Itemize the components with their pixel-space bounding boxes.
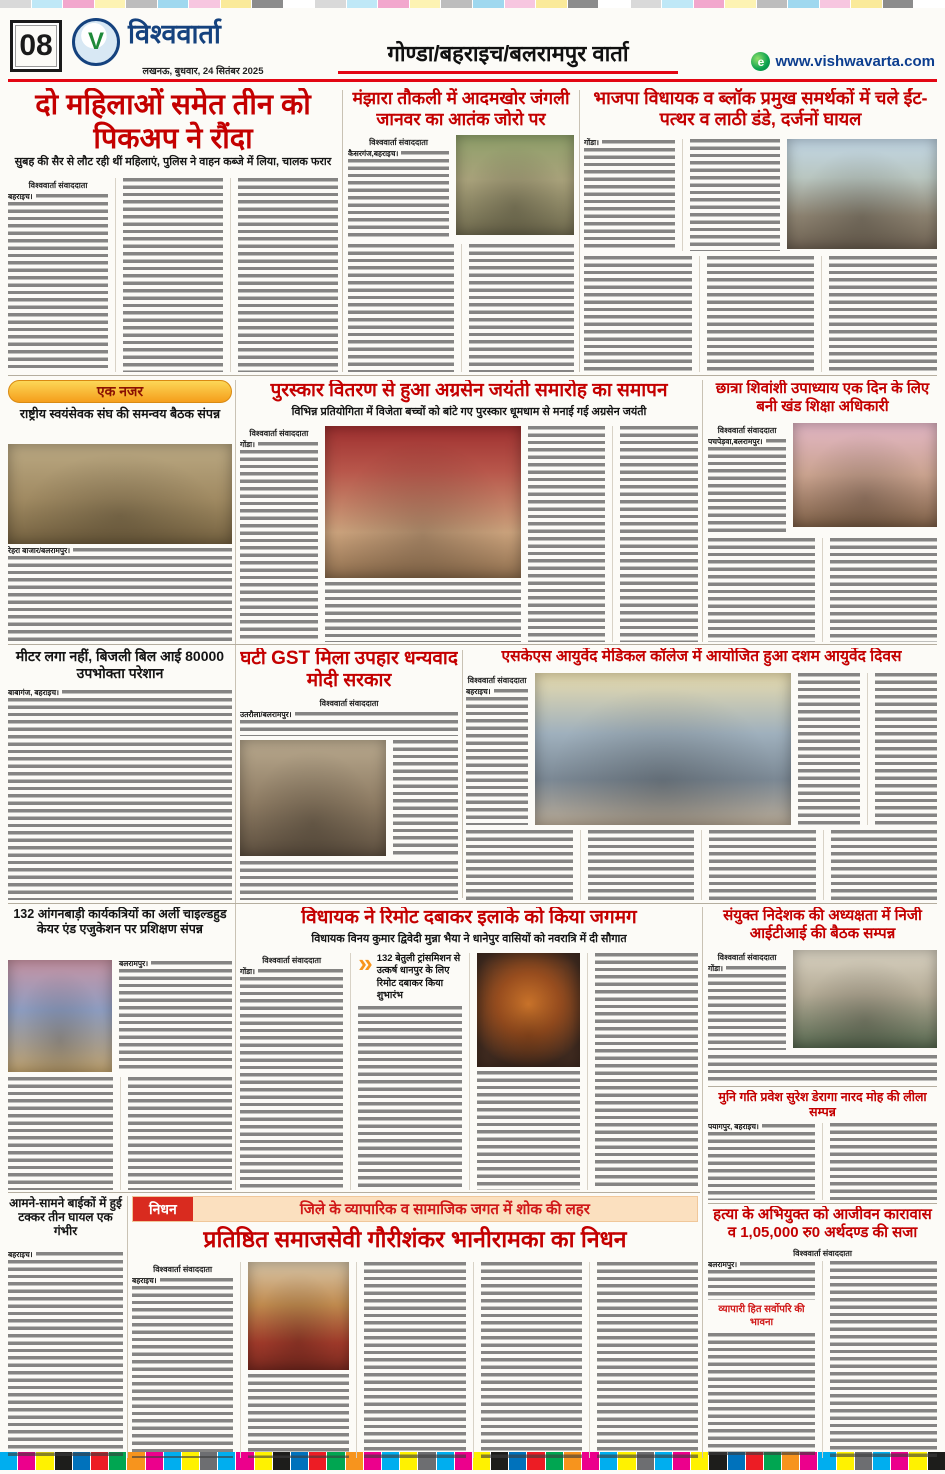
body-text-placeholder	[348, 244, 454, 372]
body-text-placeholder	[620, 426, 698, 642]
article-wild-animal-terror	[348, 88, 574, 372]
body-text-placeholder	[830, 1261, 937, 1458]
body-text-placeholder	[831, 830, 938, 900]
body-text-placeholder	[325, 582, 521, 642]
byline: विश्ववार्ता संवाददाता	[717, 953, 777, 962]
section-divider	[8, 1192, 700, 1193]
dateline: बलरामपुर।	[708, 1260, 738, 1269]
text-column	[708, 1261, 815, 1458]
text-column	[466, 830, 573, 900]
body-text-placeholder	[364, 1262, 465, 1458]
body-text-placeholder	[595, 953, 698, 1190]
article-murder-sentence	[708, 1206, 937, 1458]
photo-ayurveda-group	[535, 673, 791, 825]
body-text-placeholder	[160, 1278, 234, 1284]
headline: विधायक ने रिमोट दबाकर इलाके को किया जगमग	[301, 907, 637, 928]
body-text-placeholder	[469, 244, 575, 372]
text-column	[132, 1262, 233, 1458]
page-number: 08	[10, 20, 62, 72]
text-column	[120, 1077, 233, 1190]
body-text-placeholder	[240, 861, 458, 900]
text-column	[708, 1123, 815, 1200]
byline: विश्ववार्ता संवाददाता	[262, 956, 322, 965]
dateline: बलरामपुर।	[119, 959, 149, 968]
body-text-placeholder	[584, 256, 692, 372]
section-title: गोण्डा/बहराइच/बलरामपुर वार्ता	[387, 41, 629, 66]
article-subhead: विधायक विनय कुमार द्विवेदी मुन्ना भैया ने धानेपुर वासियों को नवरात्रि में दी सौगात	[311, 933, 627, 945]
photo-clash-crowd	[787, 139, 937, 249]
body-text-placeholder	[708, 1270, 815, 1300]
body-text-placeholder	[588, 830, 695, 900]
section-divider	[8, 903, 937, 904]
text-column	[8, 178, 108, 372]
text-column	[240, 953, 343, 1190]
text-column	[348, 135, 449, 239]
text-column	[240, 426, 318, 642]
text-column	[822, 1123, 937, 1200]
text-column	[823, 830, 938, 900]
text-column	[115, 178, 223, 372]
article-body-continued	[348, 244, 574, 372]
byline: विश्ववार्ता संवाददाता	[153, 1265, 213, 1274]
column-divider	[462, 650, 463, 898]
body-text-placeholder	[829, 256, 937, 372]
text-column	[348, 244, 454, 372]
text-column	[466, 673, 528, 825]
pull-quote	[358, 948, 461, 1002]
headline: मुनि गति प्रवेश सुरेश डेरागा नारद मोह की लीला सम्पन्न	[718, 1090, 927, 1119]
text-column	[708, 538, 815, 642]
section-divider	[8, 375, 937, 376]
text-column	[708, 423, 786, 533]
text-column	[589, 1262, 698, 1458]
body-text-placeholder	[8, 202, 108, 372]
byline: विश्ववार्ता संवाददाता	[717, 426, 777, 435]
body-text-placeholder	[466, 697, 528, 825]
article-body-continued	[466, 830, 937, 900]
photo-column	[240, 1262, 349, 1458]
dateline: गोंडा।	[240, 440, 255, 449]
photo-anganwadi-workers	[8, 960, 112, 1072]
byline: विश्ववार्ता संवाददाता	[793, 1249, 852, 1258]
website-url	[751, 52, 935, 71]
body-text-placeholder	[602, 140, 675, 146]
dateline: कैसरगंज,बहराइच।	[348, 149, 399, 158]
body-text-placeholder	[708, 1132, 815, 1200]
body-text-placeholder	[830, 1123, 937, 1200]
masthead-logo-icon: V	[72, 18, 120, 66]
dateline: पयागपुर, बहराइच।	[708, 1122, 759, 1131]
body-text-placeholder	[393, 740, 458, 856]
dateline: बाबागंज, बहराइच।	[8, 688, 59, 697]
headline: राष्ट्रीय स्वयंसेवक संघ की समन्वय बैठक संपन्न	[19, 407, 221, 421]
column-divider	[702, 380, 703, 642]
text-column	[867, 673, 937, 825]
byline: विश्ववार्ता संवाददाता	[249, 429, 309, 438]
article-body	[348, 135, 574, 239]
dateline: गोंडा।	[584, 138, 599, 147]
text-column	[584, 139, 675, 251]
byline: विश्ववार्ता संवाददाता	[369, 138, 428, 147]
body-text-placeholder	[709, 830, 816, 900]
headline: घटी GST मिला उपहार धन्यवाद मोदी सरकार	[240, 648, 458, 692]
ek-nazar-ribbon: एक नजर	[8, 380, 232, 403]
body-text-placeholder	[8, 1077, 113, 1190]
body-text-placeholder	[128, 1077, 233, 1190]
dateline: पचपेड़वा,बलरामपुर।	[708, 437, 763, 446]
text-column	[580, 830, 695, 900]
article-body	[240, 948, 698, 1190]
body-text-placeholder	[238, 178, 338, 372]
edition-dateline: लखनऊ, बुधवार, 24 सितंबर 2025	[142, 66, 264, 77]
dateline: गोंडा।	[708, 964, 723, 973]
text-column	[119, 960, 232, 1072]
article-pickup-accident	[8, 88, 338, 372]
article-body	[8, 178, 338, 372]
text-column	[682, 139, 781, 251]
body-text-placeholder	[528, 426, 606, 642]
body-text-placeholder	[708, 538, 815, 642]
text-column	[528, 426, 606, 642]
print-registration-bar-top	[0, 0, 945, 8]
headline: दो महिलाओं समेत तीन को पिकअप ने रौंदा	[35, 89, 311, 156]
photo-shivanshi-office	[793, 423, 937, 527]
byline: विश्ववार्ता संवाददाता	[467, 676, 527, 685]
dateline: उतरौला/बलरामपुर।	[240, 710, 292, 719]
article-body-continued	[8, 1077, 232, 1190]
text-column	[701, 830, 816, 900]
text-column	[612, 426, 698, 642]
photo-gst-shop	[240, 740, 386, 856]
dateline: बहराइच।	[466, 687, 491, 696]
text-column	[461, 244, 575, 372]
pull-quote-chevron-icon: »	[358, 948, 373, 978]
dateline: गोंडा।	[240, 967, 255, 976]
article-body	[132, 1262, 698, 1458]
body-text-placeholder	[584, 148, 675, 251]
photo-mla-pressing-remote	[477, 953, 580, 1067]
text-column	[469, 953, 580, 1190]
body-text-placeholder	[875, 673, 937, 825]
article-body	[240, 740, 458, 856]
article-shivanshi-officer	[708, 380, 937, 642]
article-crosshead: व्यापारी हित सर्वोपरि की भावना	[718, 1304, 805, 1328]
text-column	[356, 1262, 465, 1458]
body-text-placeholder	[36, 1252, 123, 1258]
body-text-placeholder	[708, 1055, 937, 1083]
dateline: बहराइच।	[8, 1250, 33, 1259]
body-text-placeholder	[466, 830, 573, 900]
body-text-placeholder	[123, 178, 223, 372]
article-body	[708, 950, 937, 1050]
body-text-placeholder	[240, 977, 343, 1190]
article-mla-remote-inauguration	[240, 907, 698, 1190]
text-column	[821, 256, 937, 372]
body-text-placeholder	[766, 439, 786, 445]
body-text-placeholder	[477, 1071, 580, 1190]
body-text-placeholder	[151, 961, 232, 967]
obituary-banner	[132, 1196, 698, 1222]
body-text-placeholder	[481, 1262, 582, 1458]
headline: पुरस्कार वितरण से हुआ अग्रसेन जयंती समारोह का समापन	[270, 380, 668, 401]
obituary-banner-label: निधन	[133, 1197, 193, 1221]
article-body	[708, 1123, 937, 1200]
column-divider	[235, 380, 236, 1190]
text-column	[822, 1261, 937, 1458]
byline: विश्ववार्ता संवाददाता	[28, 181, 88, 190]
body-text-placeholder	[707, 256, 815, 372]
body-text-placeholder	[132, 1286, 233, 1458]
text-column	[822, 538, 937, 642]
body-text-placeholder	[708, 1333, 815, 1458]
article-body	[240, 426, 698, 642]
body-text-placeholder	[401, 151, 449, 157]
body-text-placeholder	[798, 673, 860, 825]
body-text-placeholder	[762, 1124, 815, 1130]
photo-wild-animal-scene	[456, 135, 574, 235]
body-text-placeholder	[240, 720, 458, 736]
section-divider	[8, 644, 937, 645]
body-text-placeholder	[295, 712, 458, 718]
body-text-placeholder	[248, 1374, 349, 1458]
text-column	[350, 948, 461, 1190]
article-bjp-clash	[584, 88, 937, 372]
obituary-banner-text: जिले के व्यापारिक व सामाजिक जगत में शोक की लहर	[299, 1201, 590, 1218]
body-text-placeholder	[348, 159, 449, 239]
epaper-icon: e	[751, 52, 770, 71]
column-divider	[127, 1196, 128, 1458]
body-text-placeholder	[597, 1262, 698, 1458]
sidebar-ek-nazar	[8, 380, 232, 642]
pull-quote-text: 132 बेतुली ट्रांसमिशन से उत्कर्ष धानपुर के लिए रिमोट दबाकर किया शुभारंभ	[376, 953, 461, 1002]
article-subhead: सुबह की सैर से लौट रही थीं महिलाएं, पुलिस ने वाहन कब्जे में लिया, चालक फरार	[14, 156, 332, 168]
body-text-placeholder	[8, 1260, 123, 1458]
photo-rss-meeting	[8, 444, 232, 544]
body-text-placeholder	[740, 1262, 815, 1268]
text-column	[699, 256, 815, 372]
article-body	[466, 673, 937, 825]
body-text-placeholder	[830, 538, 937, 642]
text-column	[473, 1262, 582, 1458]
article-body	[584, 139, 937, 251]
headline: भाजपा विधायक व ब्लॉक प्रमुख समर्थकों में चले ईंट-पत्थर व लाठी डंडे, दर्जनों घायल	[593, 88, 928, 130]
article-ayurveda-day	[466, 648, 937, 900]
article-iti-meeting	[708, 907, 937, 1083]
headline: 132 आंगनबाड़ी कार्यकत्रियों का अर्ली चाइल्डहुड केयर एंड एजुकेशन पर प्रशिक्षण संपन्न	[13, 907, 227, 936]
column-divider	[579, 90, 580, 372]
photo-iti-meeting	[793, 950, 937, 1048]
website-text: www.vishwavarta.com	[775, 53, 935, 70]
body-text-placeholder	[36, 194, 108, 200]
page-header	[8, 14, 937, 82]
article-agrasen-jayanti	[240, 380, 698, 642]
headline: प्रतिष्ठित समाजसेवी गौरीशंकर भानीरामका का निधन	[203, 1226, 627, 1252]
article-gst-gift	[240, 648, 458, 900]
headline: हत्या के अभियुक्त को आजीवन कारावास व 1,05,000 रु0 अर्थदण्ड की सजा	[713, 1206, 932, 1241]
article-body	[708, 1261, 937, 1458]
article-narad-moh-leela	[708, 1090, 937, 1200]
text-column	[393, 740, 458, 856]
headline: आमने-सामने बाईकों में हुई टक्कर तीन घायल एक गंभीर	[9, 1196, 122, 1239]
article-body-continued	[584, 256, 937, 372]
body-text-placeholder	[708, 974, 786, 1050]
dateline: बहराइच।	[8, 192, 33, 201]
headline: छात्रा शिवांशी उपाध्याय एक दिन के लिए बनी खंड शिक्षा अधिकारी	[715, 380, 930, 415]
article-body	[8, 960, 232, 1072]
body-text-placeholder	[62, 690, 232, 696]
body-text-placeholder	[258, 442, 318, 448]
article-obituary-bhaniramka	[132, 1226, 698, 1458]
masthead-title: विश्ववार्ता	[128, 19, 221, 49]
body-text-placeholder	[240, 450, 318, 642]
body-text-placeholder	[73, 548, 232, 554]
body-text-placeholder	[690, 139, 781, 251]
headline: एसकेएस आयुर्वेद मेडिकल कॉलेज में आयोजित हुआ दशम आयुर्वेद दिवस	[501, 648, 902, 665]
dateline: रेहरा बाजार/बलरामपुर।	[8, 546, 71, 555]
body-text-placeholder	[708, 447, 786, 533]
photo-column	[325, 426, 521, 642]
byline: विश्ववार्ता संवाददाता	[319, 699, 379, 708]
body-text-placeholder	[358, 1006, 461, 1190]
body-text-placeholder	[494, 689, 528, 695]
article-subhead: विभिन्न प्रतियोगिता में विजेता बच्चों को बांटे गए पुरस्कार धूमधाम से मनाई गई अग्रसेन जयंती	[291, 406, 647, 418]
text-column	[584, 256, 692, 372]
headline: संयुक्त निदेशक की अध्यक्षता में निजी आईटीआई की बैठक सम्पन्न	[723, 907, 922, 942]
body-text-placeholder	[119, 969, 232, 1072]
article-body-continued	[708, 538, 937, 642]
text-column	[587, 953, 698, 1190]
photo-award-ceremony	[325, 426, 521, 578]
photo-deceased-garlanded	[248, 1262, 349, 1370]
section-title-underline	[338, 71, 678, 74]
text-column	[230, 178, 338, 372]
article-anganwadi-training	[8, 907, 232, 1190]
section-divider	[708, 1086, 937, 1087]
text-column	[8, 1077, 113, 1190]
text-column	[708, 950, 786, 1050]
column-divider	[702, 907, 703, 1458]
section-divider	[708, 1203, 937, 1204]
body-text-placeholder	[726, 966, 786, 972]
column-divider	[342, 90, 343, 372]
article-bike-collision	[8, 1196, 123, 1458]
body-text-placeholder	[258, 969, 343, 975]
headline: मंझारा तौकली में आदमखोर जंगली जानवर का आतंक जोरो पर	[352, 88, 570, 129]
body-text-placeholder	[8, 698, 232, 900]
dateline: बहराइच।	[132, 1276, 157, 1285]
body-text-placeholder	[8, 556, 232, 642]
text-column	[798, 673, 860, 825]
article-body	[708, 423, 937, 533]
headline: मीटर लगा नहीं, बिजली बिल आई 80000 उपभोक्ता परेशान	[15, 648, 225, 681]
article-meter-bill	[8, 648, 232, 900]
